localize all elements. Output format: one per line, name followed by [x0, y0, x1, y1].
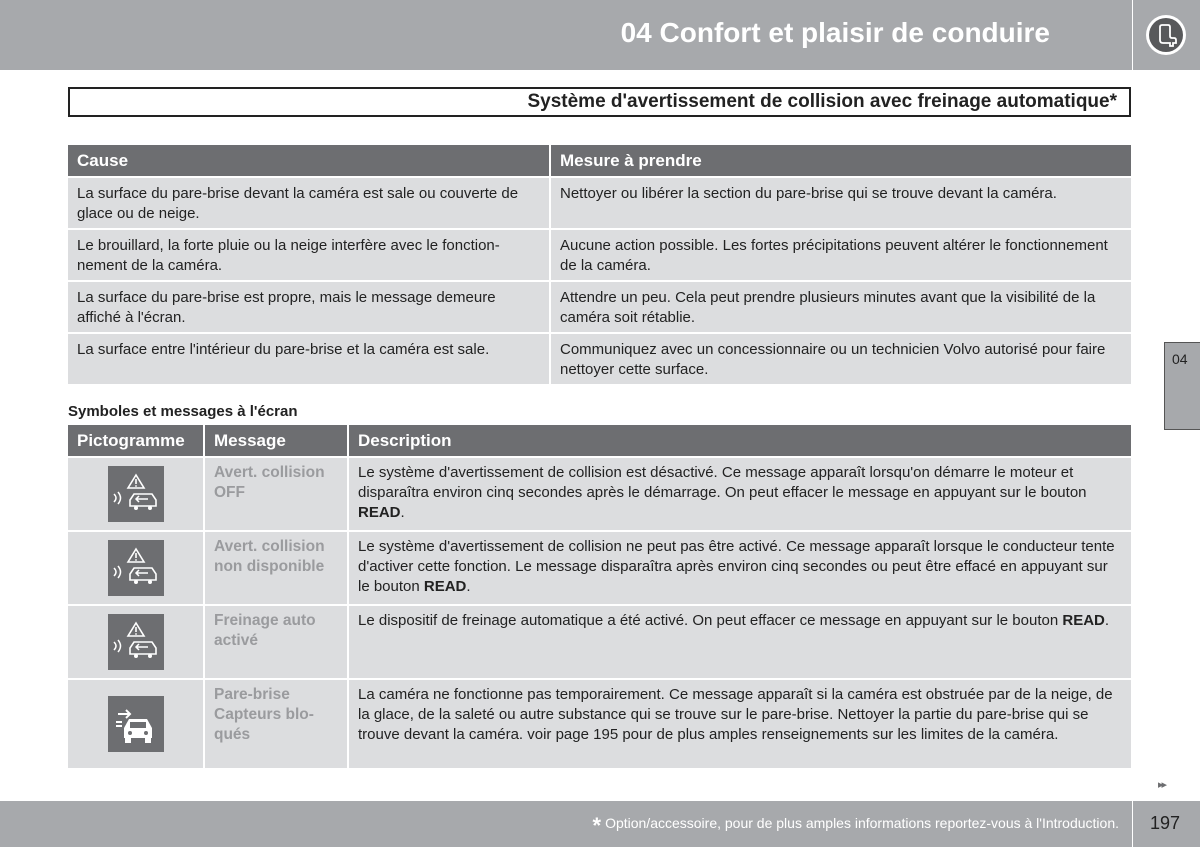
symbols-table [68, 425, 1131, 770]
message-cell: Pare-brise Capteurs bloqués [204, 679, 348, 769]
cause-cell: Le brouillard, la forte pluie ou la neige interfère avec le fonctionnement de la caméra. [68, 229, 550, 281]
message-cell: Avert. collision OFF [204, 457, 348, 531]
table-row [68, 679, 1131, 769]
table-row [68, 531, 1131, 605]
collision-warning-icon [108, 540, 164, 596]
message-cell: Freinage auto activé [204, 605, 348, 679]
description-cell: Le système d'avertissement de collision ne peut pas être activé. Ce message apparaît lorsque le conducteur tente d'activer cette fonction. Le message disparaîtra après environ cinq secondes ou peut être effacé en appuyant sur le bouton READ. [348, 531, 1131, 605]
footnote-text: Option/accessoire, pour de plus amples informations reportez-vous à l'Introduction. [605, 815, 1119, 831]
table-row [68, 333, 1131, 385]
collision-warning-icon [108, 466, 164, 522]
measure-cell: Aucune action possible. Les fortes précipitations peuvent altérer le fonctionnement de la caméra. [550, 229, 1131, 281]
column-header-pictogram: Pictogramme [68, 425, 204, 457]
table-header-row [68, 145, 1131, 177]
cause-cell: La surface entre l'intérieur du pare-brise et la caméra est sale. [68, 333, 550, 385]
chapter-header [0, 0, 1132, 70]
pictogram-cell [68, 679, 204, 769]
symbols-heading: Symboles et messages à l'écran [68, 403, 298, 420]
page-number-box [1133, 801, 1200, 847]
page-number: 197 [1150, 813, 1181, 833]
table-row [68, 281, 1131, 333]
chapter-icon-box [1133, 0, 1200, 70]
table-row [68, 177, 1131, 229]
section-title-box [68, 87, 1131, 117]
footer [0, 801, 1132, 847]
description-cell: La caméra ne fonctionne pas temporairement. Ce message apparaît si la caméra est obstruée par de la neige, de la glace, de la saleté ou autre substance qui se trouve sur le pare-brise. Nettoyer la partie du pare-brise qui se trouve devant la caméra. voir page 195 pour de plus amples renseignements sur les limites de la caméra. [348, 679, 1131, 769]
cause-cell: La surface du pare-brise devant la caméra est sale ou couverte de glace ou de neige. [68, 177, 550, 229]
camera-blocked-icon [108, 696, 164, 752]
column-header-message: Message [204, 425, 348, 457]
next-page-arrows-icon: ▸▸ [1158, 779, 1166, 791]
column-header-cause: Cause [68, 145, 550, 177]
column-header-measure: Mesure à prendre [550, 145, 1131, 177]
table-row [68, 457, 1131, 531]
column-header-description: Description [348, 425, 1131, 457]
chapter-title: 04 Confort et plaisir de conduire [620, 17, 1050, 48]
side-tab-label: 04 [1172, 351, 1188, 367]
message-cell: Avert. collision non disponible [204, 531, 348, 605]
table-row [68, 605, 1131, 679]
section-title: Système d'avertissement de collision avec freinage automatique* [527, 91, 1117, 112]
measure-cell: Attendre un peu. Cela peut prendre plusieurs minutes avant que la visibilité de la caméra soit rétablie. [550, 281, 1131, 333]
cause-cell: La surface du pare-brise est propre, mais le message demeure affiché à l'écran. [68, 281, 550, 333]
seat-icon [1146, 15, 1186, 55]
table-row [68, 229, 1131, 281]
description-cell: Le système d'avertissement de collision est désactivé. Ce message apparaît lorsqu'on démarre le moteur et disparaîtra environ cinq secondes après le démarrage. On peut effacer le message en appuyant sur le bouton READ. [348, 457, 1131, 531]
measure-cell: Communiquez avec un concessionnaire ou un technicien Volvo autorisé pour faire nettoyer cette surface. [550, 333, 1131, 385]
measure-cell: Nettoyer ou libérer la section du pare-brise qui se trouve devant la caméra. [550, 177, 1131, 229]
table-header-row [68, 425, 1131, 457]
collision-warning-icon [108, 614, 164, 670]
footnote-star: * [592, 813, 602, 838]
description-cell: Le dispositif de freinage automatique a été activé. On peut effacer ce message en appuyant sur le bouton READ. [348, 605, 1131, 679]
pictogram-cell [68, 531, 204, 605]
chapter-side-tab[interactable] [1164, 342, 1200, 430]
footnote [593, 813, 1120, 839]
pictogram-cell [68, 605, 204, 679]
pictogram-cell [68, 457, 204, 531]
cause-table [68, 145, 1131, 386]
